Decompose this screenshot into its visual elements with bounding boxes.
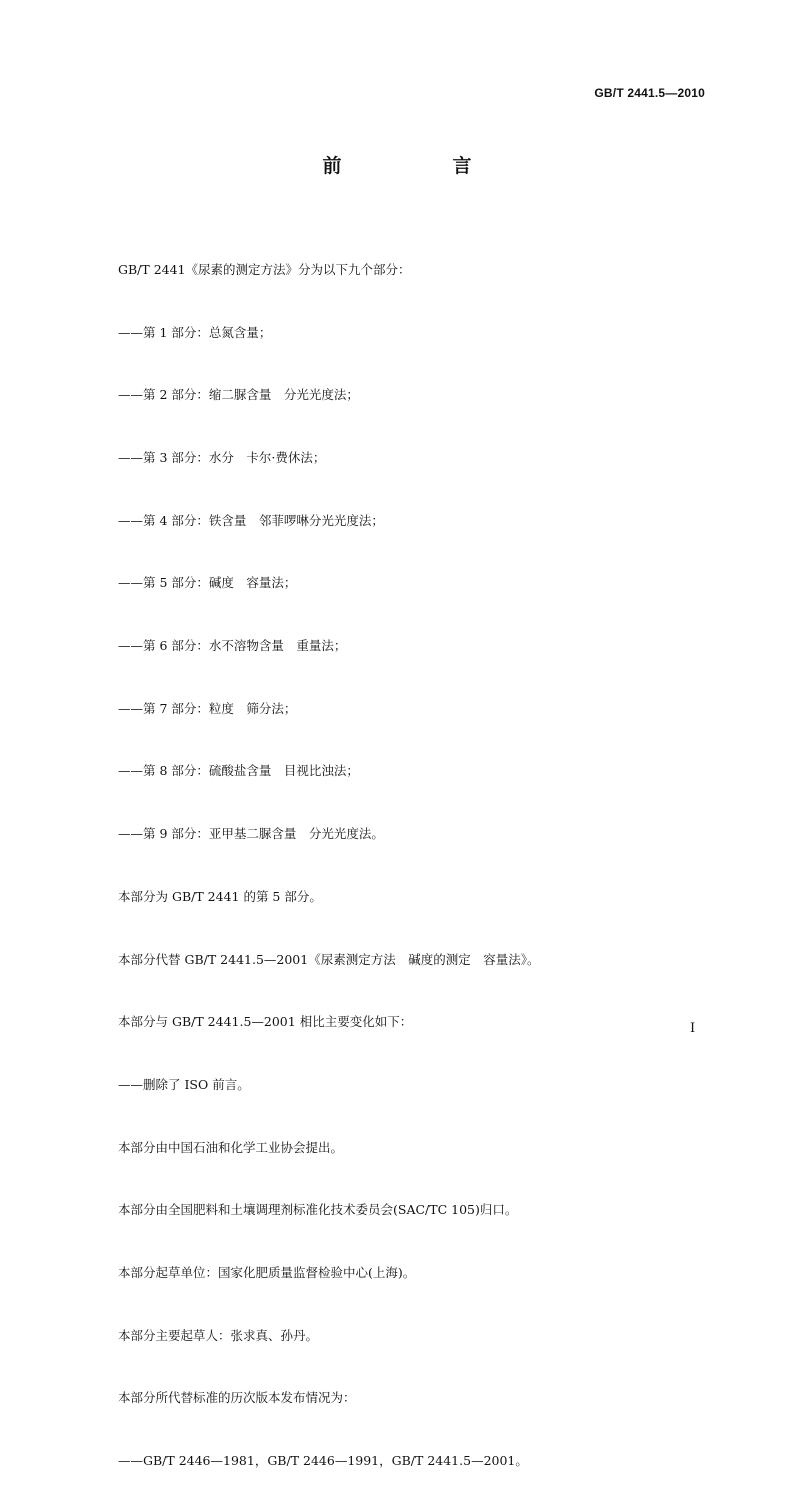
paragraph-line: ——第 6 部分：水不溶物含量 重量法； [118,638,347,654]
paragraph-line: ——第 4 部分：铁含量 邻菲啰啉分光光度法； [118,512,384,528]
paragraph-line: 本部分由中国石油和化学工业协会提出。 [118,1139,344,1155]
paragraph-line: ——第 2 部分：缩二脲含量 分光光度法； [118,387,359,403]
paragraph-line: ——第 3 部分：水分 卡尔·费休法； [118,449,326,465]
paragraph-line: 本部分为 GB/T 2441 的第 5 部分。 [118,888,322,904]
paragraph-line: GB/T 2441《尿素的测定方法》分为以下九个部分： [118,261,411,277]
page-number: I [690,1021,696,1036]
paragraph-line: 本部分由全国肥料和土壤调理剂标准化技术委员会(SAC/TC 105)归口。 [118,1202,518,1218]
paragraph-line: ——第 7 部分：粒度 筛分法； [118,700,297,716]
paragraph-line: 本部分所代替标准的历次版本发布情况为： [118,1390,356,1406]
paragraph-line: ——第 8 部分：硫酸盐含量 目视比浊法； [118,763,359,779]
paragraph-line: ——第 9 部分：亚甲基二脲含量 分光光度法。 [118,826,384,842]
standard-code: GB/T 2441.5—2010 [594,86,705,100]
page-title: 前 言 [322,155,518,177]
paragraph-line: 本部分代替 GB/T 2441.5—2001《尿素测定方法 碱度的测定 容量法》。 [118,951,540,967]
paragraph-line: 本部分起草单位：国家化肥质量监督检验中心(上海)。 [118,1265,416,1281]
paragraph-line: ——删除了 ISO 前言。 [118,1076,250,1092]
paragraph-line: 本部分与 GB/T 2441.5—2001 相比主要变化如下： [118,1014,413,1030]
paragraph-line: ——第 1 部分：总氮含量； [118,324,272,340]
paragraph-line: ——GB/T 2446—1981，GB/T 2446—1991，GB/T 2441.5—2001。 [118,1453,528,1469]
paragraph-line: 本部分主要起草人：张求真、孙丹。 [118,1327,319,1343]
foreword-body [118,218,698,1493]
paragraph-line: ——第 5 部分：碱度 容量法； [118,575,297,591]
